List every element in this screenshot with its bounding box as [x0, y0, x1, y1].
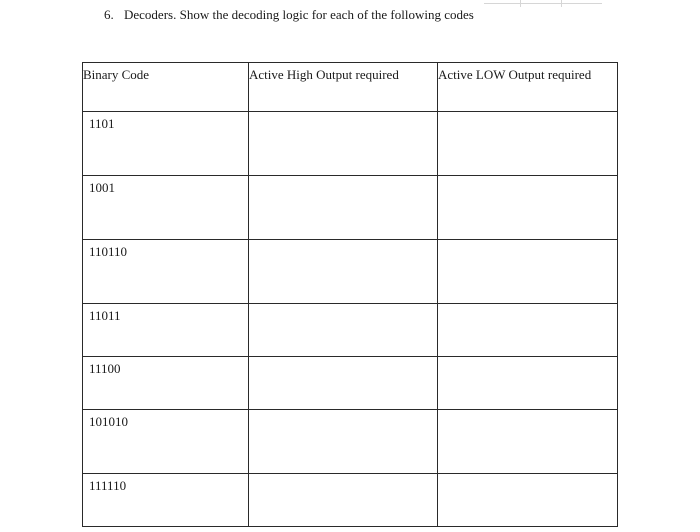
active-low-cell[interactable] [438, 357, 618, 410]
binary-code-cell: 1001 [83, 176, 249, 240]
active-high-cell[interactable] [249, 176, 438, 240]
table-row [83, 357, 618, 410]
active-low-cell[interactable] [438, 112, 618, 176]
binary-code-cell: 11011 [83, 304, 249, 357]
binary-code-cell: 1101 [83, 112, 249, 176]
table-row [83, 240, 618, 304]
active-low-cell[interactable] [438, 176, 618, 240]
table-header-row [83, 63, 618, 112]
header-active-high-output: Active High Output required [249, 63, 438, 112]
table-row [83, 474, 618, 527]
active-low-cell[interactable] [438, 410, 618, 474]
table-row [83, 112, 618, 176]
binary-code-cell: 110110 [83, 240, 249, 304]
binary-code-cell: 101010 [83, 410, 249, 474]
active-high-cell[interactable] [249, 240, 438, 304]
decoder-table [82, 62, 618, 527]
table-row [83, 304, 618, 357]
active-high-cell[interactable] [249, 112, 438, 176]
table-row [83, 410, 618, 474]
active-high-cell[interactable] [249, 357, 438, 410]
top-divider-line [484, 3, 602, 4]
active-low-cell[interactable] [438, 304, 618, 357]
active-high-cell[interactable] [249, 304, 438, 357]
header-binary-code: Binary Code [83, 63, 249, 112]
binary-code-cell: 111110 [83, 474, 249, 527]
active-high-cell[interactable] [249, 474, 438, 527]
active-low-cell[interactable] [438, 240, 618, 304]
binary-code-cell: 11100 [83, 357, 249, 410]
question-text: Decoders. Show the decoding logic for each of the following codes [124, 7, 474, 22]
active-high-cell[interactable] [249, 410, 438, 474]
top-divider-tick [561, 0, 562, 7]
top-divider-tick [520, 0, 521, 7]
question-number: 6. [104, 7, 114, 22]
active-low-cell[interactable] [438, 474, 618, 527]
table-row [83, 176, 618, 240]
header-active-low-output: Active LOW Output required [438, 63, 618, 112]
